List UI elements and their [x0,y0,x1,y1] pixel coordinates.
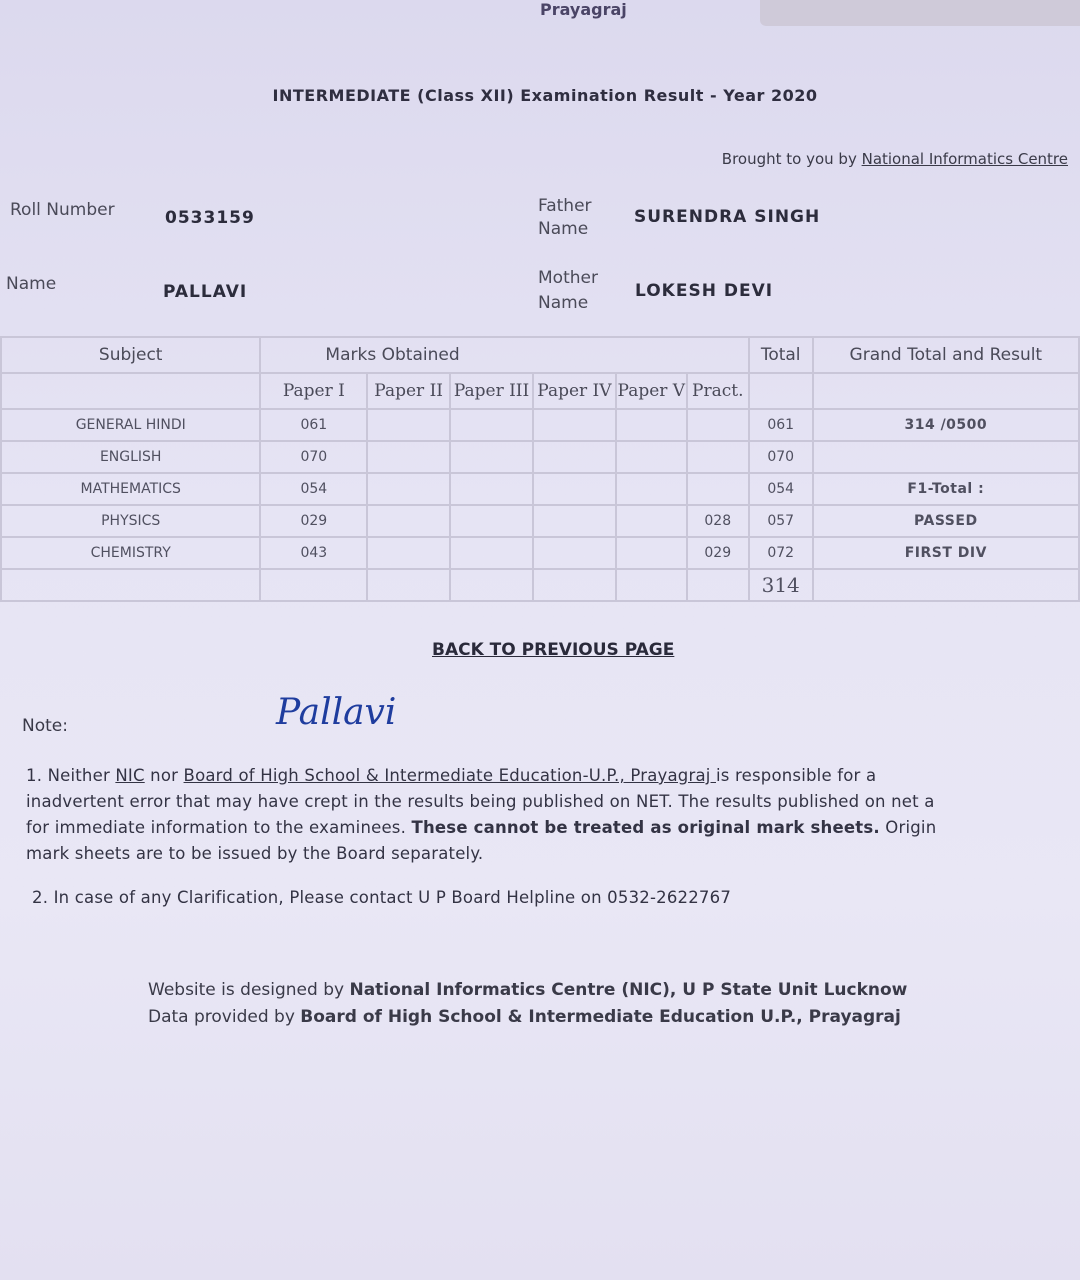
handwritten-total: 314 [749,569,813,601]
header-top-text: Prayagraj [540,0,627,19]
empty-cell [616,569,687,601]
footer-bold-text: National Informatics Centre (NIC), U P State Unit Lucknow [349,980,908,1000]
paper-1-cell: 029 [260,505,367,537]
paper-1-cell: 070 [260,441,367,473]
father-name-value: SURENDRA SINGH [634,207,821,227]
mother-name-value: LOKESH DEVI [635,281,774,301]
paper-1-cell: 061 [260,409,367,441]
paper-4-cell [533,441,616,473]
practical-cell [687,441,749,473]
paper-5-header: Paper V [616,373,687,409]
paper-3-cell [450,441,533,473]
note-text: is responsible for a [716,766,877,785]
roll-number-value: 0533159 [165,208,255,228]
subject-cell: ENGLISH [1,441,260,473]
grand-total-cell: F1-Total : [813,473,1079,505]
brought-by [722,150,1068,168]
subhead-blank [749,373,813,409]
subject-cell: CHEMISTRY [1,537,260,569]
total-cell: 070 [749,441,813,473]
brought-prefix: Brought to you by [721,150,862,168]
paper-5-cell [616,441,687,473]
empty-cell [533,569,616,601]
empty-cell [687,569,749,601]
father-label-1: Father [538,196,592,216]
note-line: inadvertent error that may have crept in the results being published on NET. The results published on net a [26,792,935,811]
total-cell: 057 [749,505,813,537]
empty-cell [813,569,1079,601]
board-text: Board of High School & Intermediate Education-U.P., Prayagraj [183,766,716,785]
footer-line-1 [148,980,907,1000]
paper-5-cell [616,537,687,569]
note-text: 1. Neither [26,766,116,785]
subject-cell: GENERAL HINDI [1,409,260,441]
total-cell: 054 [749,473,813,505]
father-label-2: Name [538,219,589,239]
total-header: Total [749,337,813,373]
subhead-blank [1,373,260,409]
table-row [1,473,1079,505]
paper-5-cell [616,505,687,537]
empty-cell [367,569,450,601]
practical-cell: 029 [687,537,749,569]
paper-5-cell [616,409,687,441]
mother-label-1: Mother [538,268,598,288]
marks-obtained-header: Marks Obtained [260,337,748,373]
paper-3-cell [450,473,533,505]
paper-3-cell [450,505,533,537]
empty-cell [1,569,260,601]
name-label: Name [6,274,57,294]
paper-3-cell [450,409,533,441]
subhead-blank [813,373,1079,409]
table-header-row [1,337,1079,373]
paper-1-cell: 054 [260,473,367,505]
name-value: PALLAVI [163,282,248,302]
paper-2-cell [367,441,450,473]
footer-bold-text: Board of High School & Intermediate Education U.P., Prayagraj [300,1007,901,1027]
practical-header: Pract. [687,373,749,409]
note-bold-text: These cannot be treated as original mark sheets. [411,818,880,837]
handwritten-signature: Pallavi [276,692,397,733]
paper-2-header: Paper II [367,373,450,409]
table-row [1,505,1079,537]
table-row [1,537,1079,569]
table-row [1,441,1079,473]
total-row [1,569,1079,601]
roll-number-label: Roll Number [10,200,115,220]
paper-1-header: Paper I [260,373,367,409]
note-paragraph-2: 2. In case of any Clarification, Please contact U P Board Helpline on 0532-2622767 [32,888,732,907]
note-text: for immediate information to the examinees. [26,818,412,837]
page-title: INTERMEDIATE (Class XII) Examination Result - Year 2020 [272,86,818,105]
paper-3-header: Paper III [450,373,533,409]
footer-text: Website is designed by [148,980,350,1000]
practical-cell: 028 [687,505,749,537]
paper-2-cell [367,473,450,505]
note-text: nor [144,766,184,785]
empty-cell [260,569,367,601]
back-to-previous-page-link[interactable]: BACK TO PREVIOUS PAGE [432,640,675,660]
paper-1-cell: 043 [260,537,367,569]
total-cell: 072 [749,537,813,569]
note-line: mark sheets are to be issued by the Board separately. [26,844,484,863]
paper-2-cell [367,537,450,569]
total-cell: 061 [749,409,813,441]
grand-total-cell: PASSED [813,505,1079,537]
subject-cell: MATHEMATICS [1,473,260,505]
mother-label-2: Name [538,293,589,313]
grand-total-cell: 314 /0500 [813,409,1079,441]
paper-2-cell [367,505,450,537]
subject-header: Subject [1,337,260,373]
footer-line-2 [148,1007,901,1027]
note-paragraph-1 [26,763,1080,867]
grand-total-cell [813,441,1079,473]
practical-cell [687,409,749,441]
paper-2-cell [367,409,450,441]
grand-total-cell: FIRST DIV [813,537,1079,569]
table-row [1,409,1079,441]
paper-4-header: Paper IV [533,373,616,409]
note-text: Origin [879,818,937,837]
paper-strip [760,0,1080,26]
subject-cell: PHYSICS [1,505,260,537]
nic-text: NIC [115,766,145,785]
paper-4-cell [533,409,616,441]
note-line [26,815,1080,841]
paper-4-cell [533,473,616,505]
grand-total-header: Grand Total and Result [813,337,1079,373]
note-line [26,763,1080,789]
paper-3-cell [450,537,533,569]
marks-table [0,336,1080,602]
paper-5-cell [616,473,687,505]
paper-4-cell [533,537,616,569]
empty-cell [450,569,533,601]
paper-4-cell [533,505,616,537]
paper-header-row [1,373,1079,409]
practical-cell [687,473,749,505]
nic-link[interactable]: National Informatics Centre [861,150,1068,168]
footer-text: Data provided by [148,1007,301,1027]
note-label: Note: [22,716,68,736]
